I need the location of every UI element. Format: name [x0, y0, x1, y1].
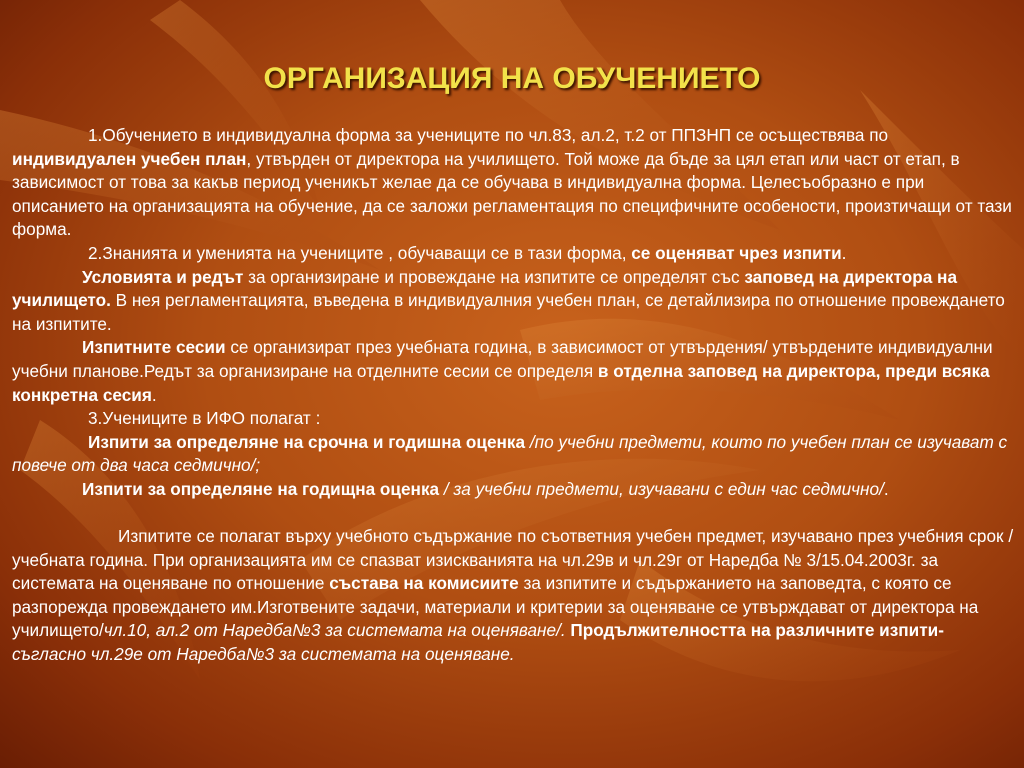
- text: , утвърден от директора на училището. Той може да бъде за цял етап или част от етап, в зависимост от това за какъв период ученикът желае да се обучава в индивидуална форма. Целесъобразно е при описанието на организацията на обучение, да се заложи регламентация по специфичните особености, произтичащи от тази форма.: [12, 148, 1012, 240]
- text: В нея регламентацията, въведена в индивидуалния учебен план, се детайлизира по отношение провеждането на изпитите.: [12, 290, 1005, 334]
- bold-text: Изпити за определяне на срочна и годишна оценка: [88, 431, 526, 452]
- bold-text: се оценяват чрез изпити: [631, 242, 842, 263]
- text: за организиране и провеждане на изпитите се определят със: [243, 266, 745, 287]
- bold-text: Условията и редът: [82, 266, 244, 287]
- text: 3.Учениците в ИФО полагат :: [88, 408, 321, 429]
- text: 2.Знанията и уменията на учениците , обучаващи се в тази форма,: [88, 242, 632, 263]
- text: се организират през учебната година, в зависимост от утвърдения/ утвърдените индивидуални учебни планове.Редът за организиране на отделните сесии се определя: [12, 337, 993, 381]
- bold-text: в отделна заповед на директора, преди всяка конкретна сесия: [12, 360, 990, 405]
- bold-text: заповед на директора на училището.: [12, 266, 957, 311]
- spacer: [12, 502, 1016, 526]
- text: .: [883, 478, 889, 499]
- paragraph-exam-sessions: [12, 336, 1016, 407]
- bold-text: Продължителността на различните изпити-: [570, 620, 944, 641]
- text: .: [151, 384, 157, 405]
- slide-body: [12, 124, 1016, 667]
- slide-title: ОРГАНИЗАЦИЯ НА ОБУЧЕНИЕТО: [263, 62, 761, 95]
- italic-text: съгласно чл.29е от Наредба№3 за системата на оценяване.: [12, 644, 515, 665]
- bold-text: индивидуален учебен план: [12, 148, 247, 169]
- paragraph-individual-plan: [12, 124, 1016, 242]
- paragraph-exam-content: [12, 525, 1016, 667]
- bold-text: Изпити за определяне на годищна оценка: [82, 478, 440, 499]
- text: за изпитите и съдържанието на заповедта, с която се разпорежда провеждането им.Изготвените задачи, материали и критерии за оценяване се утвърждават от директора на училището/: [12, 573, 979, 641]
- text: .: [841, 242, 847, 263]
- text: 1.Обучението в индивидуална форма за учениците по чл.83, ал.2, т.2 от ППЗНП се осъществява по: [88, 125, 889, 145]
- paragraph-assessment: [12, 242, 1016, 266]
- paragraph-annual-exams: [12, 478, 1016, 502]
- paragraph-term-exams: [12, 431, 1016, 478]
- paragraph-conditions: [12, 266, 1016, 337]
- text: Изпитите се полагат върху учебното съдържание по съответния учебен предмет, изучавано през учебния срок / учебната година. При организацията им се спазват изискванията на чл.29в и чл.29г от Наредба № 3/15.04.2003г. за системата на оценяване по отношение: [12, 526, 1014, 594]
- italic-text: чл.10, ал.2 от Наредба№3 за системата на оценяване/.: [103, 620, 566, 641]
- bold-text: Изпитните сесии: [82, 337, 226, 358]
- paragraph-ifo-exams-intro: [12, 407, 1016, 431]
- italic-text: /по учебни предмети, които по учебен план се изучават с повече от два часа седмично/;: [12, 431, 1008, 476]
- bold-text: състава на комисиите: [329, 573, 519, 594]
- italic-text: / за учебни предмети, изучавани с един час седмично/: [439, 478, 884, 499]
